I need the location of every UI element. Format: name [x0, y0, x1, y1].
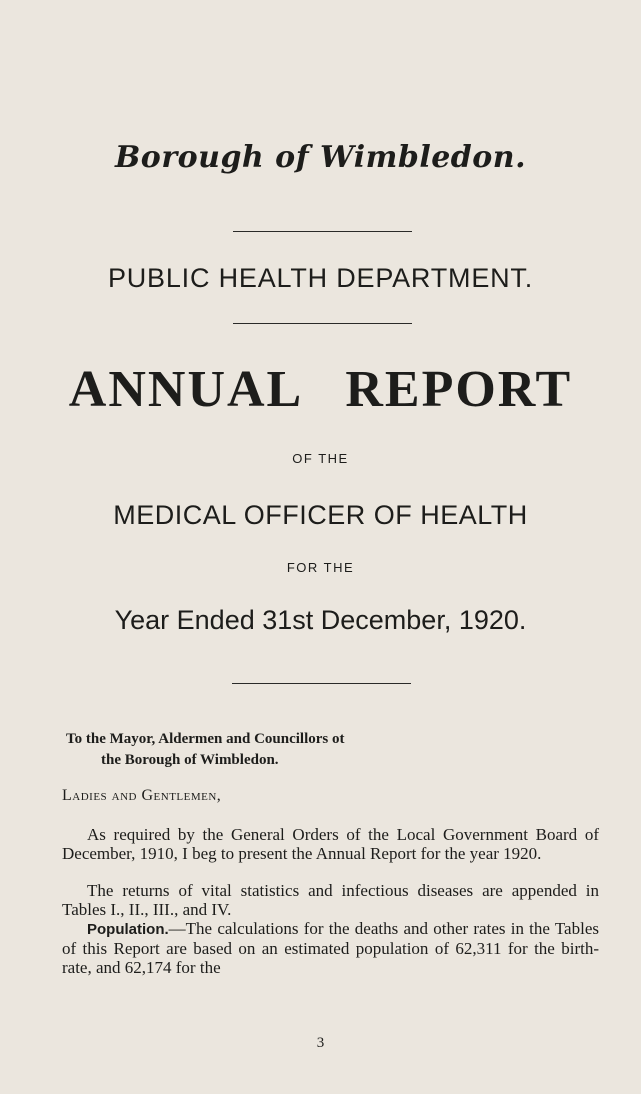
report-title-word: REPORT: [345, 361, 573, 418]
paragraph: The returns of vital statistics and infectious diseases are appended in Tables I., II., III., and IV.: [62, 881, 599, 919]
divider-rule: [233, 231, 412, 232]
paragraph: As required by the General Orders of the Local Government Board of December, 1910, I beg to present the Annual Report for the year 1920.: [62, 825, 599, 863]
addressee-line: To the Mayor, Aldermen and Councillors ot: [66, 731, 345, 747]
salutation: Ladies and Gentlemen,: [62, 787, 222, 804]
for-the-line: FOR THE: [286, 560, 355, 575]
of-the-line: OF THE: [292, 451, 349, 466]
addressee-block: [66, 729, 345, 771]
officer-heading: MEDICAL OFFICER OF HEALTH: [113, 500, 528, 530]
divider-rule: [232, 683, 411, 684]
report-title-word: ANNUAL: [68, 361, 301, 418]
year-heading: Year Ended 31st December, 1920.: [114, 605, 527, 635]
report-title: [0, 360, 641, 419]
page-number: 3: [316, 1035, 325, 1051]
divider-rule: [233, 323, 412, 324]
paragraph-heading: Population.: [87, 921, 169, 938]
department-heading: PUBLIC HEALTH DEPARTMENT.: [107, 263, 534, 293]
paragraph-text: —The calculations for the deaths and other rates in the Tables of this Report are based on an estimated population of 62,311 for the birth-rate, and 62,174 for the: [62, 919, 599, 977]
paragraph: [62, 919, 599, 977]
addressee-line: the Borough of Wimbledon.: [101, 752, 279, 768]
borough-title: Borough of Wimbledon.: [114, 140, 527, 175]
